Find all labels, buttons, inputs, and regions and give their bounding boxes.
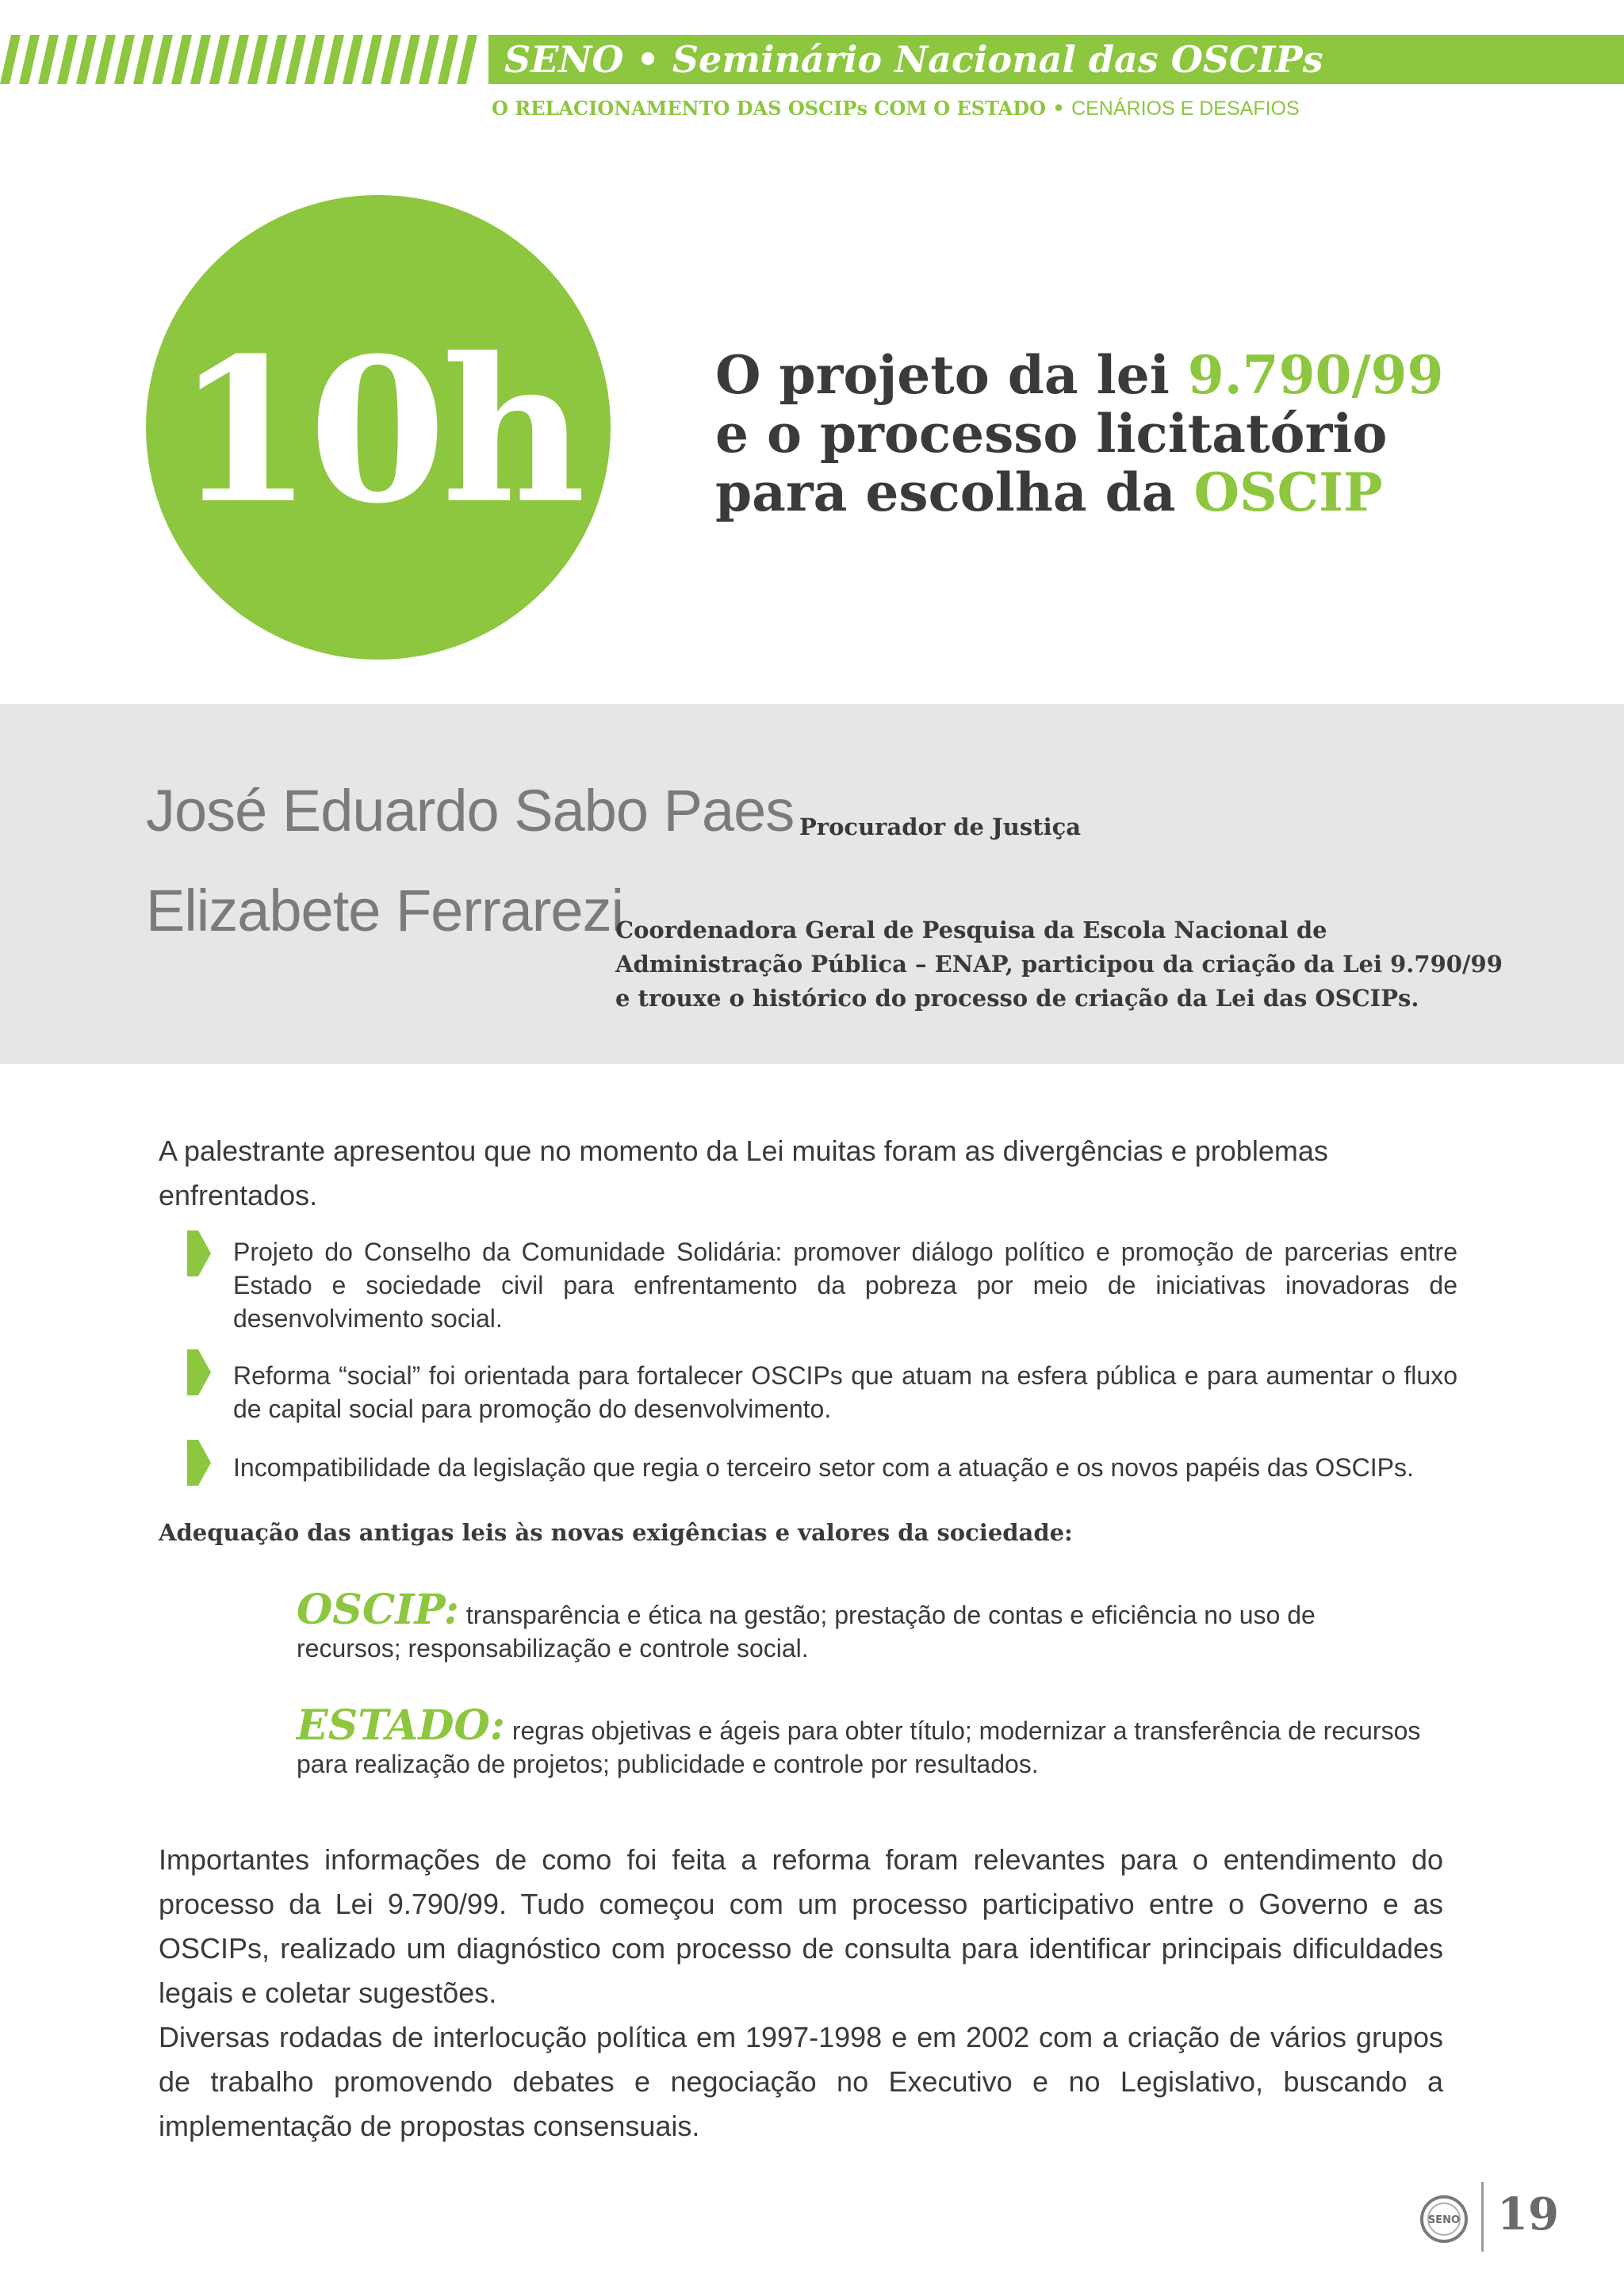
title-line3-text: para escolha da bbox=[715, 461, 1194, 523]
header-stripes bbox=[0, 35, 484, 84]
oscip-label: OSCIP: bbox=[297, 1586, 460, 1634]
speaker-name-1: José Eduardo Sabo Paes bbox=[146, 778, 795, 844]
title-line2: e o processo licitatório bbox=[715, 403, 1388, 465]
subtitle-secondary: CENÁRIOS E DESAFIOS bbox=[1071, 98, 1300, 120]
bullet-item: Projeto do Conselho da Comunidade Solidária: promover diálogo político e promoção de parcerias entre Estado e sociedade civil para enfrentamento da pobreza por meio de iniciativas inovadoras de desenvolvimento social. bbox=[233, 1238, 1457, 1333]
footer-divider bbox=[1481, 2182, 1484, 2252]
logo-text: SENO bbox=[1427, 2214, 1461, 2226]
seno-logo-icon bbox=[1419, 2195, 1469, 2244]
title-law-number: 9.790/99 bbox=[1187, 344, 1444, 406]
subtitle-separator: • bbox=[1046, 97, 1072, 120]
seminar-subtitle bbox=[492, 97, 1300, 121]
oscip-text: transparência e ética na gestão; prestação de contas e eficiência no uso de recursos; responsabilização e controle social. bbox=[297, 1601, 1316, 1663]
speaker-name-2: Elizabete Ferrarezi bbox=[146, 878, 624, 943]
estado-text: regras objetivas e ágeis para obter título; modernizar a transferência de recursos para realização de projetos; publicidade e controle por resultados. bbox=[297, 1716, 1421, 1778]
title-oscip: OSCIP bbox=[1193, 461, 1383, 523]
section-subheading: Adequação das antigas leis às novas exigências e valores da sociedade: bbox=[159, 1519, 1073, 1546]
speaker-role-2-line: Administração Pública – ENAP, participou da criação da Lei 9.790/99 bbox=[615, 951, 1503, 978]
seminar-title: SENO • Seminário Nacional das OSCIPs bbox=[504, 38, 1323, 81]
oscip-block bbox=[297, 1586, 1423, 1665]
intro-line: A palestrante apresentou que no momento da Lei muitas foram as divergências e problemas bbox=[159, 1135, 1328, 1167]
bullet-item: Reforma “social” foi orientada para fortalecer OSCIPs que atuam na esfera pública e para aumentar o fluxo de capital social para promoção do desenvolvimento. bbox=[233, 1361, 1457, 1423]
session-time: 10h bbox=[175, 314, 581, 547]
body-paragraph-2: Diversas rodadas de interlocução política em 1997-1998 e em 2002 com a criação de vários grupos de trabalho promovendo debates e negociação no Executivo e no Legislativo, buscando a implementação de propostas consensuais. bbox=[159, 2021, 1443, 2142]
page-number: 19 bbox=[1497, 2188, 1559, 2241]
intro-line: enfrentados. bbox=[159, 1179, 318, 1211]
estado-block bbox=[297, 1701, 1423, 1781]
subtitle-main: O RELACIONAMENTO DAS OSCIPs COM O ESTADO bbox=[492, 97, 1047, 120]
bullet-item: Incompatibilidade da legislação que regia o terceiro setor com a atuação e os novos papéis das OSCIPs. bbox=[233, 1453, 1414, 1482]
session-title bbox=[715, 346, 1548, 522]
arrow-bullet-icon bbox=[187, 1349, 211, 1395]
speaker-role-1: Procurador de Justiça bbox=[799, 813, 1082, 840]
speaker-role-2-line: e trouxe o histórico do processo de criação da Lei das OSCIPs. bbox=[615, 985, 1419, 1012]
arrow-bullet-icon bbox=[187, 1230, 211, 1276]
estado-label: ESTADO: bbox=[297, 1701, 505, 1750]
title-line1-text: O projeto da lei bbox=[715, 344, 1188, 406]
speaker-role-2 bbox=[615, 913, 1535, 1016]
arrow-bullet-icon bbox=[187, 1440, 211, 1486]
speaker-role-2-line: Coordenadora Geral de Pesquisa da Escola Nacional de bbox=[615, 916, 1327, 943]
intro-paragraph bbox=[159, 1129, 1522, 1218]
body-paragraph-1: Importantes informações de como foi feita a reforma foram relevantes para o entendimento do processo da Lei 9.790/99. Tudo começou com um processo participativo entre o Governo e as OSCIPs, realizado um diagnóstico com processo de consulta para identificar principais dificuldades legais e coletar sugestões. bbox=[159, 1843, 1443, 2009]
